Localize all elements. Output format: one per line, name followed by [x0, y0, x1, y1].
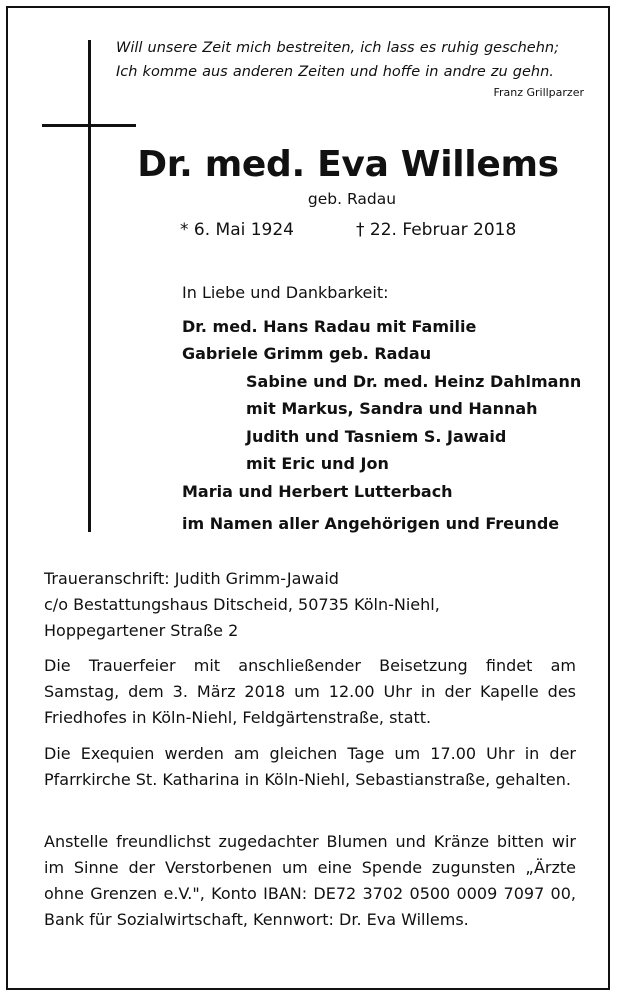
mourners-intro: In Liebe und Dankbarkeit:: [182, 283, 389, 302]
cross-icon-bar: [42, 124, 136, 127]
mourner-name: Gabriele Grimm geb. Radau: [182, 344, 432, 363]
donation-paragraph: Anstelle freundlichst zugedachter Blumen und Kränze bitten wir im Sinne der Verstorbenen um eine Spende zugunsten „Ärzte ohne Grenzen e.V.", Konto IBAN: DE72 3702 0500 0009 7097 00, Bank für Sozialwirtschaft, Kennwort: Dr. Eva Willems.: [44, 832, 576, 929]
mourners-closing: im Namen aller Angehörigen und Freunde: [182, 514, 560, 533]
quote-line: Ich komme aus anderen Zeiten und hoffe in andre zu gehn.: [116, 64, 554, 80]
address-line: c/o Bestattungshaus Ditscheid, 50735 Köln-Niehl,: [44, 595, 440, 614]
birth-date: * 6. Mai 1924: [180, 220, 295, 240]
mourner-name: Dr. med. Hans Radau mit Familie: [182, 317, 477, 336]
mourner-name: Sabine und Dr. med. Heinz Dahlmann: [246, 372, 582, 391]
birth-name: geb. Radau: [307, 190, 397, 208]
poem-quote: [116, 36, 576, 84]
address-line: Traueranschrift: Judith Grimm-Jawaid: [44, 569, 339, 588]
quote-line: Will unsere Zeit mich bestreiten, ich lass es ruhig geschehn;: [116, 40, 559, 56]
funeral-paragraph: Die Trauerfeier mit anschließender Beisetzung findet am Samstag, dem 3. März 2018 um 12.00 Uhr in der Kapelle des Friedhofes in Köln-Niehl, Feldgärtenstraße, statt.: [44, 656, 576, 727]
mourner-name: Judith und Tasniem S. Jawaid: [246, 427, 507, 446]
mourner-name: Maria und Herbert Lutterbach: [182, 482, 453, 501]
mourner-name: mit Markus, Sandra und Hannah: [246, 399, 538, 418]
quote-author: Franz Grillparzer: [493, 86, 584, 99]
mourning-address: [44, 566, 576, 644]
cross-icon: [88, 40, 91, 532]
mourner-name: mit Eric und Jon: [246, 454, 389, 473]
death-date: † 22. Februar 2018: [356, 220, 517, 240]
exequies-paragraph: Die Exequien werden am gleichen Tage um 17.00 Uhr in der Pfarrkirche St. Katharina in Köln-Niehl, Sebastianstraße, gehalten.: [44, 744, 576, 789]
address-line: Hoppegartener Straße 2: [44, 621, 239, 640]
deceased-name: Dr. med. Eva Willems: [137, 144, 559, 185]
